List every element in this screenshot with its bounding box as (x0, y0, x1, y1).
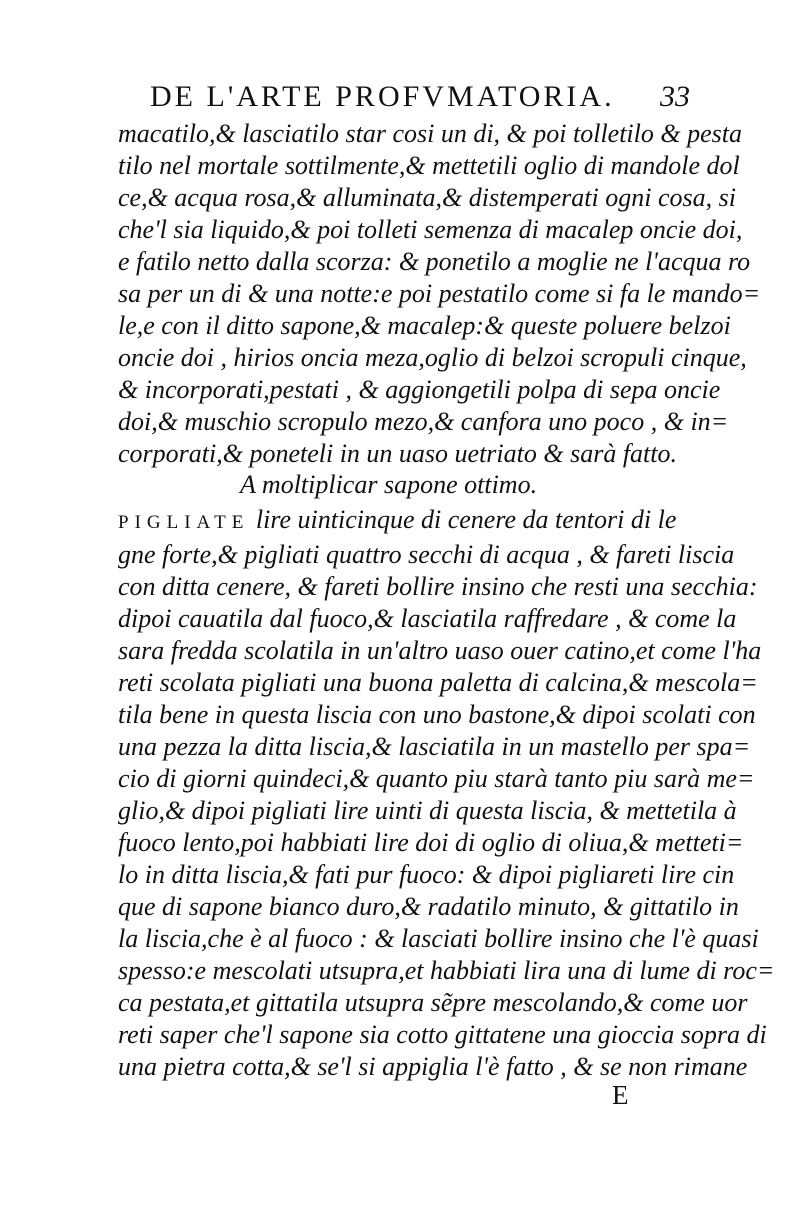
text-line: gne forte,& pigliati quattro secchi di acqua , & fareti liscia (118, 540, 735, 569)
text-line: ca pestata,et gittatila utsupra sẽpre mescolando,& come uor (118, 988, 748, 1017)
text-line: & incorporati,pestati , & aggiongetili polpa di sepa oncie (118, 375, 721, 404)
text-line: lo in ditta liscia,& fati pur fuoco: & dipoi pigliareti lire cin (118, 860, 735, 889)
section-heading: A moltiplicar sapone ottimo. (240, 470, 538, 499)
text-line: la liscia,che è al fuoco : & lasciati bollire insino che l'è quasi (118, 924, 759, 953)
catchword: E (612, 1080, 629, 1110)
text-line: doi,& muschio scropulo mezo,& canfora uno poco , & in= (118, 407, 729, 436)
text-line: tilo nel mortale sottilmente,& mettetili oglio di mandole dol (118, 151, 740, 180)
text-line: reti saper che'l sapone sia cotto gittatene una gioccia sopra di (118, 1020, 767, 1049)
text-line: que di sapone bianco duro,& radatilo minuto, & gittatilo in (118, 892, 739, 921)
text-line: sara fredda scolatila in un'altro uaso ouer catino,et come l'ha (118, 636, 762, 665)
text-line: fuoco lento,poi habbiati lire doi di oglio di oliua,& metteti= (118, 828, 744, 857)
text-line: reti scolata pigliati una buona paletta di calcina,& mescola= (118, 668, 758, 697)
text-line: con ditta cenere, & fareti bollire insino che resti una secchia: (118, 572, 758, 601)
running-head (150, 80, 690, 120)
text-block-soap-recipe (118, 504, 775, 1083)
text-line: le,e con il ditto sapone,& macalep:& queste poluere belzoi (118, 311, 731, 340)
lead-word: PIGLIATE (118, 512, 250, 533)
text-line: macatilo,& lasciatilo star cosi un di, & poi tolletilo & pesta (118, 119, 742, 148)
text-line: corporati,& poneteli in un uaso uetriato & sarà fatto. (118, 439, 677, 468)
lead-line-rest: lire uinticinque di cenere da tentori di le (255, 505, 677, 534)
text-line-first (118, 504, 696, 539)
text-line: cio di giorni quindeci,& quanto piu starà tanto piu sarà me= (118, 764, 755, 793)
text-line: spesso:e mescolati utsupra,et habbiati lira una di lume di roc= (118, 956, 775, 985)
text-block-continued-recipe (118, 118, 761, 470)
text-line: tila bene in questa liscia con uno bastone,& dipoi scolati con (118, 700, 756, 729)
text-line: glio,& dipoi pigliati lire uinti di questa liscia, & mettetila à (118, 796, 737, 825)
text-line: una pietra cotta,& se'l si appiglia l'è fatto , & se non rimane (118, 1052, 748, 1081)
page-number: 33 (660, 80, 690, 113)
text-line: oncie doi , hirios oncia meza,oglio di belzoi scropuli cinque, (118, 343, 747, 372)
text-line: ce,& acqua rosa,& alluminata,& distemperati ogni cosa, si (118, 183, 736, 212)
text-line: sa per un di & una notte:e poi pestatilo come si fa le mando= (118, 279, 761, 308)
text-line: e fatilo netto dalla scorza: & ponetilo a moglie ne l'acqua ro (118, 247, 751, 276)
text-line: una pezza la ditta liscia,& lasciatila in un mastello per spa= (118, 732, 751, 761)
text-line: dipoi cauatila dal fuoco,& lasciatila raffredare , & come la (118, 604, 737, 633)
text-line: che'l sia liquido,& poi tolleti semenza di macalep oncie doi, (118, 215, 743, 244)
running-title: DE L'ARTE PROFVMATORIA. (150, 80, 615, 113)
